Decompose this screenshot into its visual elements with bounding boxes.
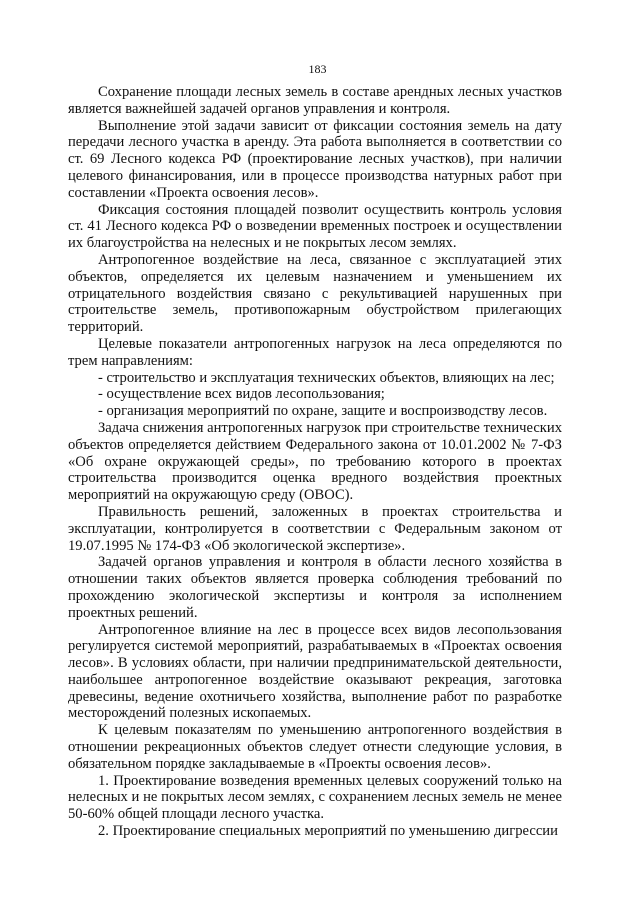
paragraph: Антропогенное влияние на лес в процессе всех видов лесопользования регулируется системой мероприятий, разрабатываемых в «Проектах освоения лесов». В условиях области, при наличии предпринимательской деятельности, наибольшее антропогенное воздействие оказывают рекреация, заготовка древесины, ведение охотничьего хозяйства, выполнение работ по разработке месторождений полезных ископаемых. (68, 621, 562, 722)
paragraph: Антропогенное воздействие на леса, связанное с эксплуатацией этих объектов, определяется их целевым назначением и уменьшением их отрицательного воздействия связано с рекультивацией нарушенных при строительстве земель, противопожарным обустройством прилегающих территорий. (68, 251, 562, 336)
paragraph: 2. Проектирование специальных мероприятий по уменьшению дигрессии (98, 823, 558, 840)
paragraph: Правильность решений, заложенных в проектах строительства и эксплуатации, контролируется в соответствии с Федеральным законом от 19.07.1995 № 174-ФЗ «Об экологической экспертизе». (68, 503, 562, 554)
paragraph: Сохранение площади лесных земель в составе арендных лесных участков является важнейшей задачей органов управления и контроля. (68, 84, 562, 117)
paragraph: Целевые показатели антропогенных нагрузок на леса определяются по трем направлениям: (68, 335, 562, 369)
paragraph: Задача снижения антропогенных нагрузок при строительстве технических объектов определяется действием Федерального закона от 10.01.2002 № 7-ФЗ «Об охране окружающей среды», по требованию которого в проектах строительства производится оценка вредного воздействия проектных мероприятий на окружающую среду (ОВОС). (68, 419, 562, 504)
page-number: 183 (308, 62, 327, 76)
list-item: - организация мероприятий по охране, защите и воспроизводству лесов. (98, 403, 548, 420)
paragraph: 1. Проектирование возведения временных целевых сооружений только на нелесных и не покрытых лесом землях, с сохранением лесных земель не менее 50-60% общей площади лесного участка. (68, 772, 562, 823)
paragraph: Фиксация состояния площадей позволит осуществить контроль условия ст. 41 Лесного кодекса РФ о возведении временных построек и осуществлении их благоустройства на нелесных и не покрытых лесом землях. (68, 201, 562, 252)
list-item: - осуществление всех видов лесопользования; (98, 386, 385, 403)
list-item: - строительство и эксплуатация технических объектов, влияющих на лес; (98, 369, 555, 386)
paragraph: Задачей органов управления и контроля в области лесного хозяйства в отношении таких объектов является проверка соблюдения требований по прохождению экологической экспертизы и контроля за исполнением проектных решений. (68, 554, 562, 621)
page-body (68, 84, 562, 840)
paragraph: Выполнение этой задачи зависит от фиксации состояния земель на дату передачи лесного участка в аренду. Эта работа выполняется в соответствии со ст. 69 Лесного кодекса РФ (проектирование лесных участков), при наличии целевого финансирования, или в процессе производства натурных работ при составлении «Проекта освоения лесов». (68, 117, 562, 201)
paragraph: К целевым показателям по уменьшению антропогенного воздействия в отношении рекреационных объектов следует отнести следующие условия, в обязательном порядке закладываемые в «Проекты освоения лесов». (68, 722, 562, 772)
